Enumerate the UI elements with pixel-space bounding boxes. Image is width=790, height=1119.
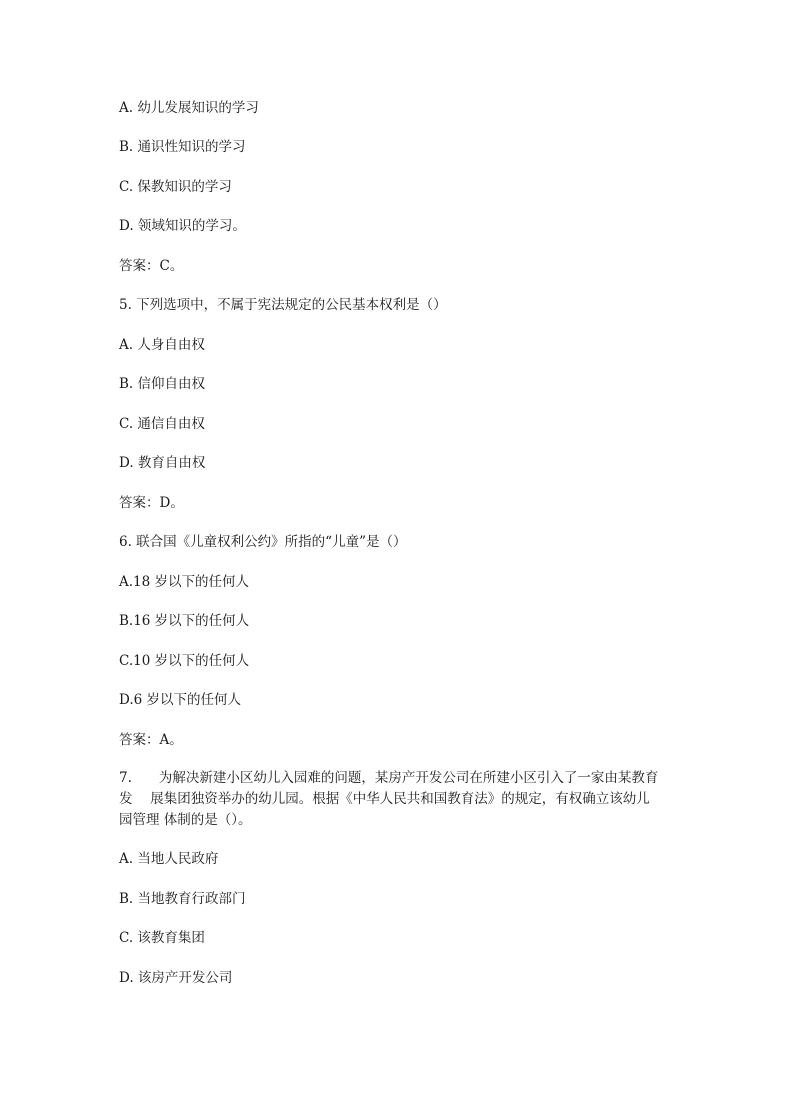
q7-question-line: 发 展集团独资举办的幼儿园。根据《中华人民共和国教育法》的规定，有权确立该幼儿 bbox=[119, 791, 650, 807]
q6-option-b: B.16 岁以下的任何人 bbox=[119, 613, 250, 629]
q6-option-a: A.18 岁以下的任何人 bbox=[119, 574, 250, 590]
q4-option-d: D. 领域知识的学习。 bbox=[119, 218, 246, 234]
q4-option-a: A. 幼儿发展知识的学习 bbox=[119, 100, 259, 116]
q4-option-b: B. 通识性知识的学习 bbox=[119, 139, 246, 155]
q5-question: 5. 下列选项中，不属于宪法规定的公民基本权利是（） bbox=[119, 297, 447, 313]
q4-option-c: C. 保教知识的学习 bbox=[119, 179, 232, 195]
q7-question-line: 7. 为解决新建小区幼儿入园难的问题，某房产开发公司在所建小区引入了一家由某教育 bbox=[119, 770, 659, 786]
q7-option-b: B. 当地教育行政部门 bbox=[119, 891, 246, 907]
q6-option-d: D.6 岁以下的任何人 bbox=[119, 692, 242, 708]
q7-question bbox=[119, 768, 679, 831]
q5-option-b: B. 信仰自由权 bbox=[119, 376, 206, 392]
q7-question-line: 园管理 体制的是（）。 bbox=[119, 812, 252, 828]
q4-answer: 答案：C。 bbox=[119, 258, 184, 274]
q7-option-a: A. 当地人民政府 bbox=[119, 851, 219, 867]
q5-option-d: D. 教育自由权 bbox=[119, 455, 206, 471]
q6-question: 6. 联合国《儿童权利公约》所指的“儿童”是（） bbox=[119, 534, 407, 550]
q7-option-c: C. 该教育集团 bbox=[119, 930, 205, 946]
q5-answer: 答案：D。 bbox=[119, 495, 184, 511]
q5-option-c: C. 通信自由权 bbox=[119, 416, 205, 432]
q6-answer: 答案：A。 bbox=[119, 732, 183, 748]
q5-option-a: A. 人身自由权 bbox=[119, 337, 205, 353]
q7-option-d: D. 该房产开发公司 bbox=[119, 970, 233, 986]
q6-option-c: C.10 岁以下的任何人 bbox=[119, 653, 250, 669]
